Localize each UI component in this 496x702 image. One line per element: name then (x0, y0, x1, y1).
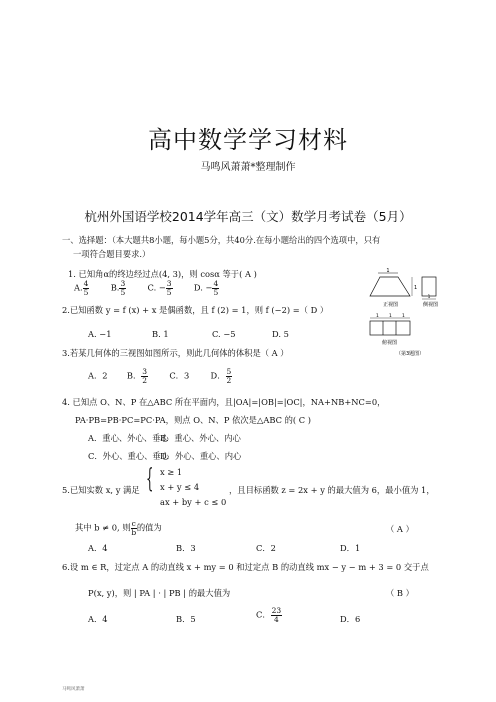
question-5-tail: ，且目标函数 z = 2x + y 的最大值为 6，最小值为 1， (229, 485, 435, 495)
q5-option-d: D．1 (340, 543, 361, 553)
q3-option-b-fraction: $\frac{3}{2}$ (142, 367, 148, 385)
q5-option-c: C．2 (256, 543, 276, 553)
q6-option-c (256, 607, 282, 623)
top-dim-2: 1 (389, 314, 392, 319)
question-6-line-1: 6.设 m ∈ R，过定点 A 的动直线 x + my = 0 和过定点 B 的动直线 mx − y − m + 3 = 0 交于点 (62, 562, 429, 572)
question-2-stem: 2.已知函数 y = f (x) + x 是偶函数，且 f (2) = 1，则 f (−2) =（ D ） (62, 305, 329, 315)
q5-option-a: A．4 (88, 543, 108, 553)
front-view-label: 正视图 (383, 302, 399, 308)
q5-line2-pre: 其中 b ≠ 0, 则 (75, 522, 131, 533)
system-brace: { (146, 464, 154, 494)
side-bottom-dim: 1 (427, 294, 431, 299)
q3-option-d-label: D． (210, 370, 226, 381)
q5-option-b: B．3 (176, 543, 196, 553)
q4-option-a: A．重心、外心、垂心 (88, 433, 169, 443)
top-dim-1: 1 (376, 314, 379, 319)
side-view (422, 277, 438, 308)
q3-option-a: A．2 (88, 370, 108, 381)
q2-option-b: B. 1 (152, 329, 169, 339)
q3-option-d-fraction: $\frac{5}{2}$ (226, 367, 232, 385)
question-5-answer: （ A ） (386, 524, 414, 534)
front-top-dim: 1 (386, 268, 390, 274)
q4-option-d: D．外心、重心、内心 (160, 451, 242, 461)
q1-option-b-label: B. (110, 282, 120, 293)
q5-constraint-2: x + y ≤ 4 (160, 482, 200, 492)
q4-option-b: B．重心、外心、内心 (160, 433, 241, 443)
q3-option-c: C．3 (169, 370, 190, 381)
top-view (370, 313, 410, 346)
q5-constraint-3: ax + by + c ≤ 0 (160, 497, 227, 507)
document-title: 高中数学学习材料 (148, 126, 348, 154)
front-view (370, 268, 417, 308)
question-1-stem: 1. 已知角α的终边经过点(4, 3)，则 cosα 等于( A ) (68, 269, 257, 279)
question-1-options (74, 280, 219, 296)
q1-option-a-label: A. (74, 282, 83, 293)
question-6-line-2: P(x, y)，则 | PA | · | PB | 的最大值为 (88, 588, 231, 598)
side-view-label: 侧视图 (423, 302, 439, 308)
q6-option-b: B．5 (176, 614, 196, 624)
q2-option-c: C. −5 (212, 329, 236, 339)
question-3-stem: 3.若某几何体的三视图如图所示，则此几何体的体积是（ A ） (62, 348, 289, 358)
q2-option-d: D. 5 (272, 329, 289, 339)
question-4-line-2: PA·PB=PB·PC=PC·PA，则点 O、N、P 依次是△ABC 的( C ) (75, 415, 311, 425)
q1-option-c-label: C. − (147, 282, 166, 293)
question-5-lead: 5.已知实数 x, y 满足 (62, 485, 140, 495)
top-view-label: 俯视图 (382, 340, 398, 346)
question-4-line-1: 4. 已知点 O、N、P 在△ABC 所在平面内，且|OA|=|OB|=|OC|，NA+NB+NC=0， (62, 397, 386, 407)
question-3-options (88, 368, 232, 384)
question-5-line-2 (75, 520, 162, 536)
q2-option-a: A. −1 (88, 329, 112, 339)
page-footer: 马鸣风萧萧 (62, 687, 85, 692)
q1-option-c-fraction: $\frac{3}{5}$ (166, 279, 172, 297)
q5-constraint-1: x ≥ 1 (160, 467, 183, 477)
front-side-dim: 1 (414, 285, 418, 291)
exam-title: 杭州外国语学校2014学年高三（文）数学月考试卷（5月） (84, 209, 412, 224)
top-dim-3: 1 (402, 314, 405, 319)
q1-option-b-fraction: $\frac{3}{5}$ (120, 279, 126, 297)
q1-option-d-label: D. − (193, 282, 213, 293)
section-heading: 一、选择题：（本大题共8小题，每小题5分，共40分.在每小题给出的四个选项中，只有 (62, 235, 381, 245)
section-heading-continued: 一项符合题目要求.） (73, 249, 151, 259)
q5-line2-post: 的值为 (136, 522, 162, 533)
q6-option-c-label: C． (256, 609, 271, 620)
q4-option-c: C．外心、重心、垂心 (88, 451, 170, 461)
q1-option-d-fraction: $\frac{4}{5}$ (213, 279, 219, 297)
q1-option-a-fraction: $\frac{4}{5}$ (83, 279, 89, 297)
figure-caption: （第3题图） (396, 351, 425, 357)
q5-fraction: $\frac{c}{b}$ (131, 519, 137, 537)
q6-option-d: D．6 (340, 614, 361, 624)
three-view-figure (366, 268, 442, 380)
q3-option-b-label: B． (126, 370, 142, 381)
question-6-answer: （ B ） (386, 588, 414, 598)
q6-option-a: A．4 (88, 614, 108, 624)
document-subtitle: 马鸣风萧萧*整理制作 (200, 162, 296, 173)
q6-option-c-fraction: $\frac{23}{4}$ (271, 606, 282, 624)
